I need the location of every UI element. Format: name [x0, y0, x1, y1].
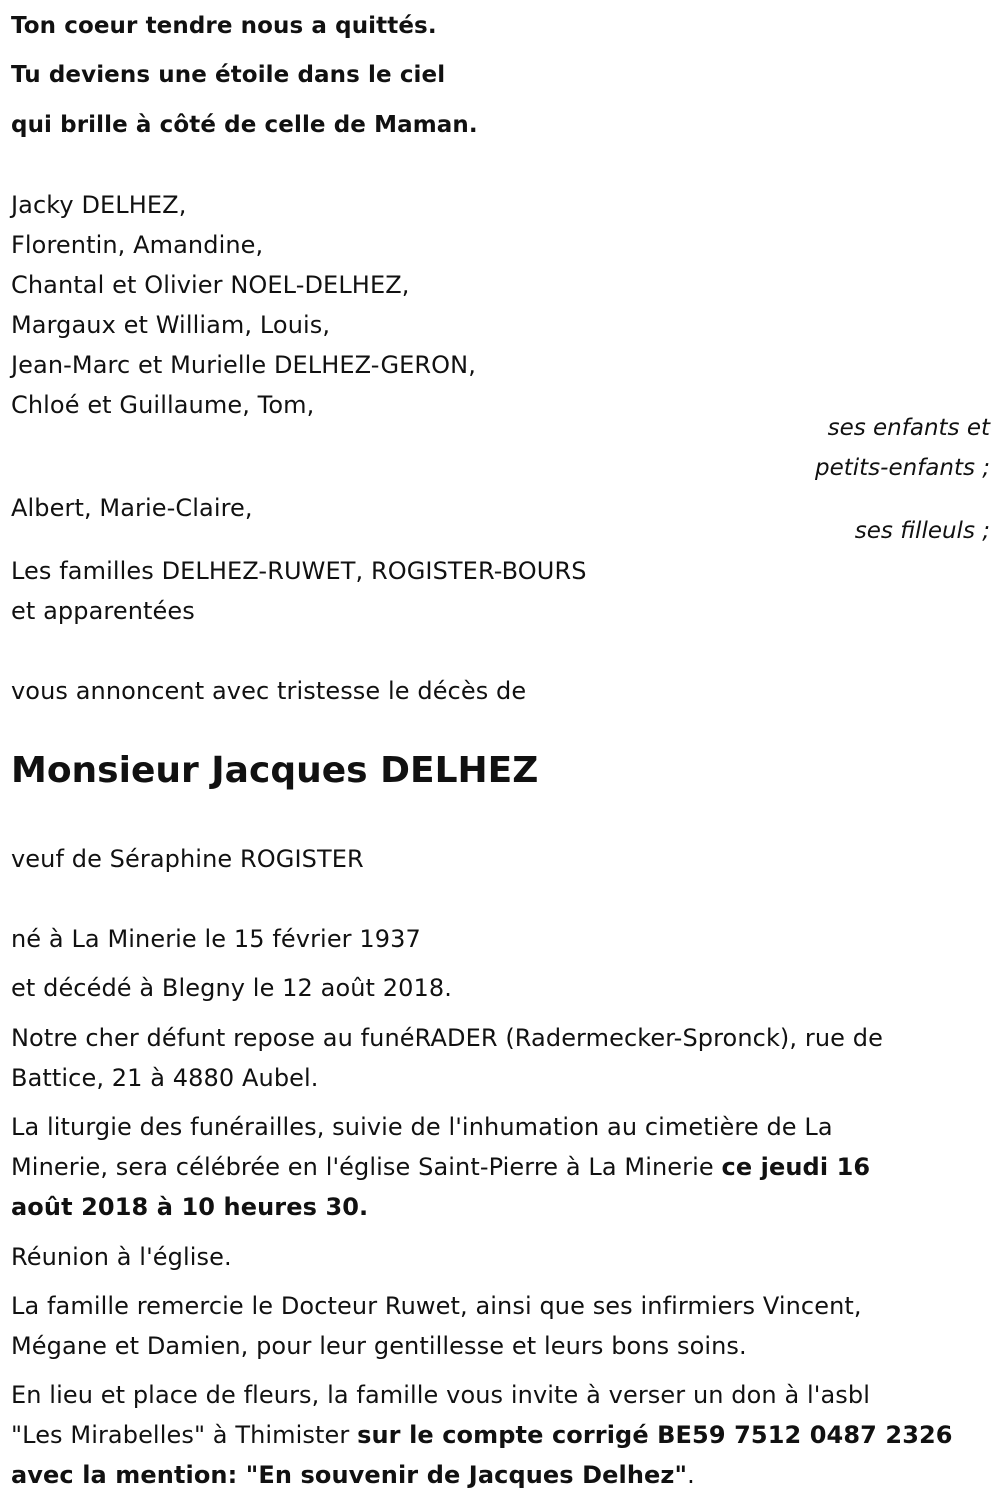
- donation-end: .: [687, 1461, 695, 1489]
- donation-line: En lieu et place de fleurs, la famille vous invite à verser un don à l'asbl: [11, 1381, 870, 1409]
- liturgy-line: [11, 1147, 870, 1187]
- rest-line: Battice, 21 à 4880 Aubel.: [11, 1064, 319, 1092]
- deceased-name: Monsieur Jacques DELHEZ: [11, 750, 539, 791]
- rest-line: Notre cher défunt repose au funéRADER (Radermecker-Spronck), rue de: [11, 1024, 883, 1052]
- family-line: Jacky DELHEZ,: [11, 191, 187, 219]
- relation-children: ses enfants et: [827, 415, 990, 441]
- announce-line: vous annoncent avec tristesse le décès de: [11, 677, 527, 705]
- family-line: Jean-Marc et Murielle DELHEZ-GERON,: [11, 351, 476, 379]
- liturgy-text: Minerie, sera célébrée en l'église Saint-Pierre à La Minerie: [11, 1153, 722, 1181]
- motto-line: Ton coeur tendre nous a quittés.: [11, 13, 437, 39]
- liturgy-line: La liturgie des funérailles, suivie de l'inhumation au cimetière de La: [11, 1113, 833, 1141]
- liturgy-date: ce jeudi 16: [721, 1153, 871, 1181]
- death-line: et décédé à Blegny le 12 août 2018.: [11, 974, 452, 1002]
- donation-text: "Les Mirabelles" à Thimister: [11, 1421, 358, 1449]
- widower-line: veuf de Séraphine ROGISTER: [11, 845, 364, 873]
- motto-line: qui brille à côté de celle de Maman.: [11, 112, 478, 138]
- donation-line: [11, 1415, 953, 1455]
- thanks-line: La famille remercie le Docteur Ruwet, ainsi que ses infirmiers Vincent,: [11, 1292, 862, 1320]
- thanks-line: Mégane et Damien, pour leur gentillesse et leurs bons soins.: [11, 1332, 747, 1360]
- family-line: Chantal et Olivier NOEL-DELHEZ,: [11, 271, 410, 299]
- relation-godchildren: ses filleuls ;: [854, 518, 990, 544]
- liturgy-time: août 2018 à 10 heures 30.: [11, 1193, 369, 1221]
- birth-line: né à La Minerie le 15 février 1937: [11, 925, 421, 953]
- donation-account: sur le compte corrigé BE59 7512 0487 2326: [357, 1421, 953, 1449]
- motto-line: Tu deviens une étoile dans le ciel: [11, 62, 446, 88]
- reunion-line: Réunion à l'église.: [11, 1243, 232, 1271]
- family-line: Florentin, Amandine,: [11, 231, 264, 259]
- donation-line: [11, 1455, 695, 1495]
- families-line: et apparentées: [11, 597, 195, 625]
- donation-mention: avec la mention: "En souvenir de Jacques Delhez": [11, 1461, 688, 1489]
- family-line: Margaux et William, Louis,: [11, 311, 331, 339]
- godchildren-line: Albert, Marie-Claire,: [11, 494, 253, 522]
- family-line: Chloé et Guillaume, Tom,: [11, 391, 315, 419]
- families-line: Les familles DELHEZ-RUWET, ROGISTER-BOURS: [11, 557, 587, 585]
- relation-children: petits-enfants ;: [814, 455, 990, 481]
